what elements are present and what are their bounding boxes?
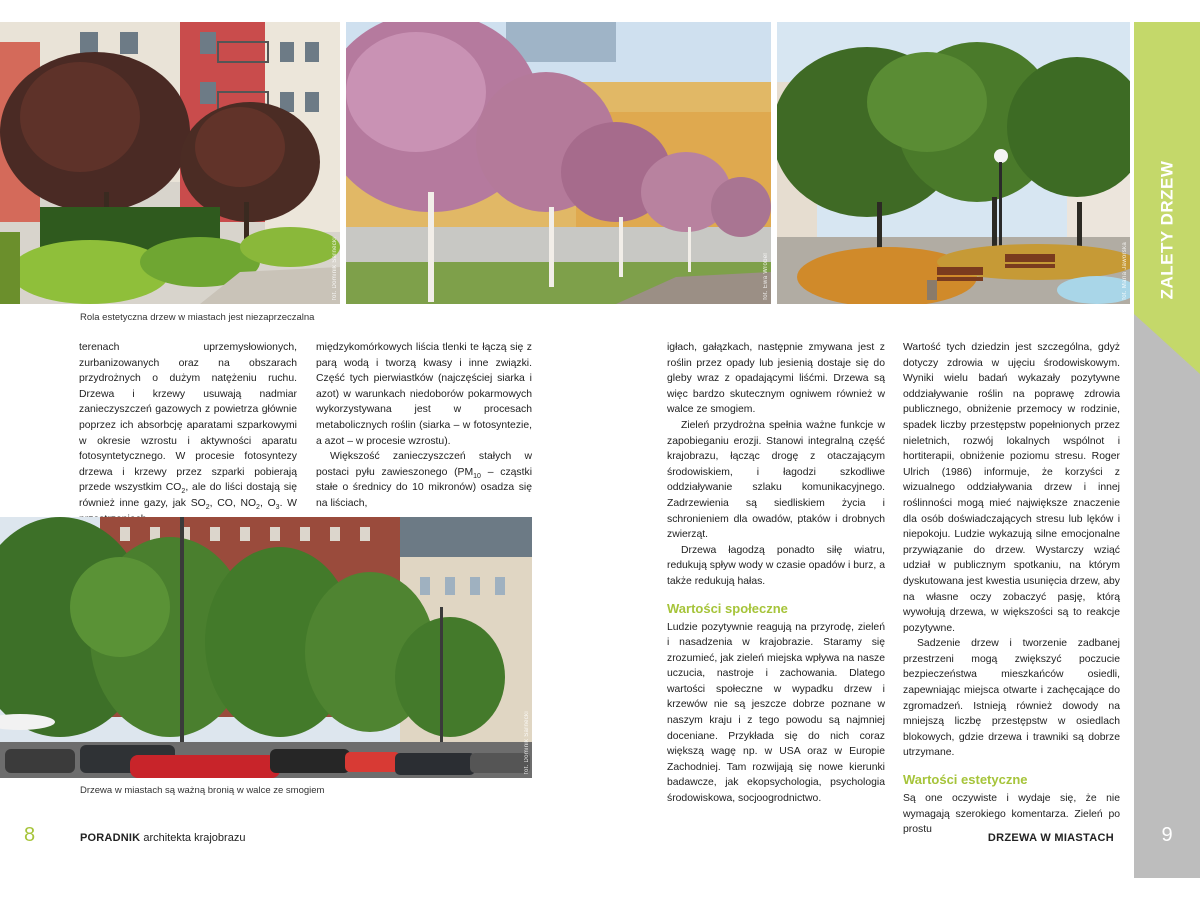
page-number-right: 9 [1161,824,1173,846]
bottom-photo-caption: Drzewa w miastach są ważną bronią w walce ze smogiem [80,785,325,796]
paragraph: igłach, gałązkach, następnie zmywana jest z roślin przez opady lub jesienią dostaje się do gleby wraz z opadającymi liśćmi. Drzewa są więc bardzo skutecznym ogniwem również w walce ze smogiem. [667,342,885,416]
footer-publication-title: PORADNIK architekta krajobrazu [80,832,246,844]
text-column-2 [316,340,532,512]
text-column-3 [667,340,885,807]
text-column-4 [903,340,1120,838]
footer-chapter-title: DRZEWA W MIASTACH [987,832,1114,844]
section-tab-label: ZALETY DRZEW [1157,160,1177,300]
section-heading: Wartości społeczne [667,600,788,616]
photo-blossom-trees [346,22,771,304]
photo-park-benches [777,22,1130,304]
paragraph: Drzewa łagodzą ponadto siłę wiatru, redukują spływ wody w czasie opadów i burz, a także redukują hałas. [667,544,885,587]
photo-credit: fot. Dominik Sarnecki [524,711,530,774]
paragraph: terenach uprzemysłowionych, zurbanizowanych oraz na obszarach przydrożnych o dużym natężeniu ruchu. Drzewa i krzewy usuwają nadmiar zanieczyszczeń gazowych z powietrza głównie poprzez ich absorbcję aparatami szparkowymi w okresie wzrostu i aktywności aparatu fotosyntetycznego. W procesie fotosyntezy drzewa i krzewy przez szparki pobierają przede wszystkim $CO_2$, ale do liści dostają się również inne gazy, jak $SO_2$, CO, $NO_2$, $O_3$. W [79,342,297,512]
top-photo-caption: Rola estetyczna drzew w miastach jest niezaprzeczalna [80,312,315,323]
paragraph: Ludzie pozytywnie reagują na przyrodę, zieleń i nasadzenia w krajobrazie. Staramy się zrozumieć, jak zieleń miejska wpływa na nasze uczucia, nastroje i zachowania. Dlatego wartości społeczne w wypadku drzew i krzewów nie są jeszcze dobrze poznane w naszym kraju i z tego powodu są najmniej doceniane. Przykłada się do nich coraz większą wagę np. w USA oraz w Europie Zachodniej. Tam rozwijają się nowe kierunki badawcze, jak ekopsychologia, psychologia środowiskowa, socjoogrodnictwo. [667,621,885,805]
photo-credit: fot. Dominik Sarnecki [332,237,338,300]
photo-street-trees [0,517,532,778]
paragraph: Są one oczywiste i wydaje się, że nie wymagają szerokiego komentarza. Zieleń po prostu [903,793,1120,836]
section-heading: Wartości estetyczne [903,772,1028,788]
text-column-1 [79,340,297,527]
photo-credit: fot. Maria Jaworska [1122,242,1128,300]
paragraph: Większość zanieczyszczeń stałych w postaci pyłu zawieszonego ($PM_{10}$ – cząstki stałe o średnicy do 10 mikronów) osadza się na liściach, [316,451,532,509]
photo-red-trees [0,22,340,304]
photo-credit: fot. Ewa Wróbel [763,253,769,300]
page-number-left: 8 [24,824,36,846]
paragraph: Sadzenie drzew i tworzenie zadbanej przestrzeni mogą zwiększyć poczucie bezpieczeństwa mieszkańców osiedli, zapewniając miejsca otwarte i zachęcające do zgromadzeń. Istnieją również dowody na mniejszą liczbę przestępstw w osiedlach blokowych, gdzie drzewa i trawniki są dobrze utrzymane. [903,638,1120,759]
paragraph: międzykomórkowych liścia tlenki te łączą się z parą wodą i tworzą kwasy i inne związki. Część tych pierwiastków (najczęściej siarka i azot) w warunkach niedoborów pokarmowych wykorzystywana jest w procesach metabolicznych roślin (siarka – w fotosyntezie, a azot – w procesie wzrostu). [316,342,532,447]
section-sidebar [1134,0,1200,878]
paragraph: Wartość tych dziedzin jest szczególna, gdyż dotyczy zdrowia w ujęciu środowiskowym. Wyniki wielu badań wykazały pozytywne oddziaływanie roślin na poprawę zdrowia publicznego, obniżenie przemocy w rodzinie, spadek liczby przestępstw popełnionych przez nieletnich, rozwój lokalnych wspólnot i hortiterapii, obniżenie poziomu stresu. Roger Ulrich (1986) informuje, że korzyści z wizualnego oddziaływania drzew i innej roślinności mogą mieć największe znaczenie dla osób doświadczających stresu lub lęków i niepokoju. Ludzie wykazują silne emocjonalne przywiązanie do drzew. Wystarczy wziąć udział w publicznym spotkaniu, na którym dyskutowana jest kwestia usunięcia drzew, aby na własne oczy zobaczyć pasję, którą wywołują drzewa, w większości są to reakcje pozytywne. [903,342,1120,634]
paragraph: Zieleń przydrożna spełnia ważne funkcje w zapobieganiu erozji. Stanowi integralną część krajobrazu, łącząc drogę z otaczającym środowiskiem, i łagodzi szkodliwe oddziaływanie szlaku komunikacyjnego. Zadrzewienia są siedliskiem życia i schronieniem dla owadów, ptaków i drobnych zwierząt. [667,419,885,541]
